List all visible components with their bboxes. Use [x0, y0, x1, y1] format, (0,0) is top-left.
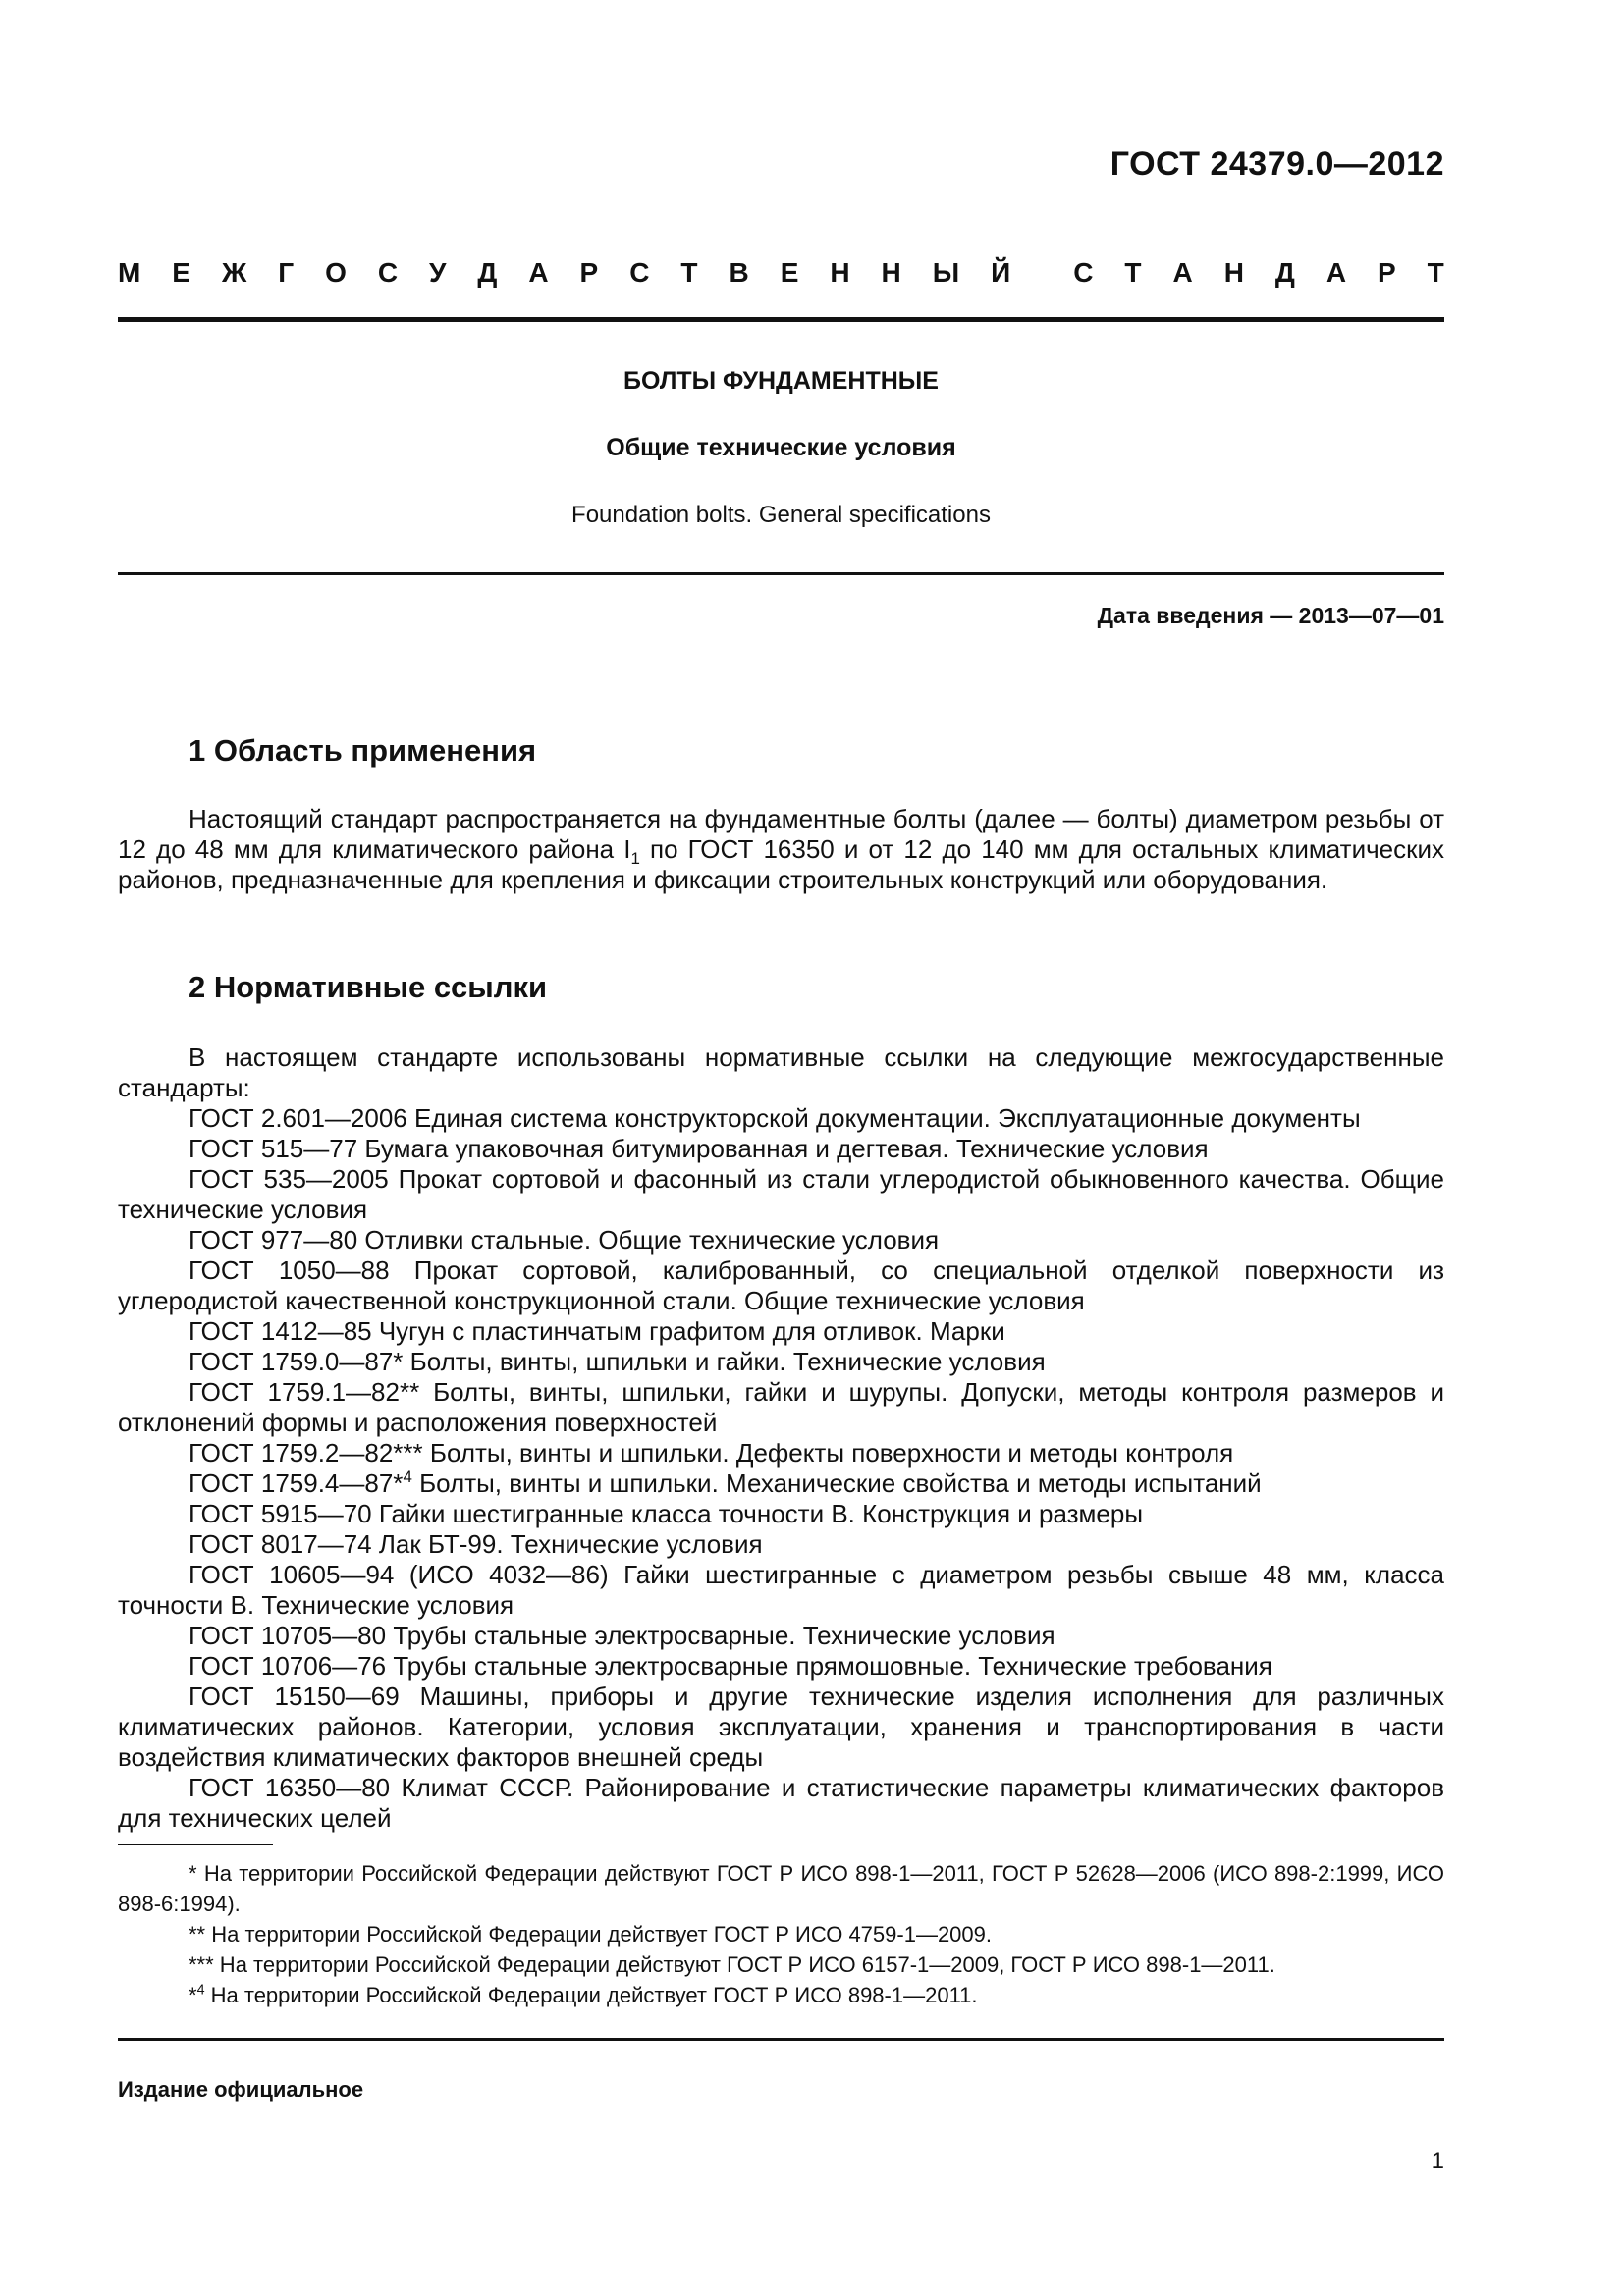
scope-text-subscript: 1 — [630, 849, 640, 869]
reference-text: Прокат сортовой и фасонный из стали углеродистой обыкновенного качества. Общие технические условия — [118, 1164, 1444, 1224]
document-subtitle: Общие технические условия — [606, 434, 956, 461]
introduction-date: Дата введения — 2013—07—01 — [1097, 603, 1444, 628]
footnote-mark: * — [189, 1983, 197, 2007]
standard-type-letter: Е — [172, 257, 190, 288]
reference-text: Чугун с пластинчатым графитом для отливок. Марки — [371, 1316, 1005, 1346]
reference-code: ГОСТ 10706—76 — [189, 1651, 387, 1681]
reference-text: Трубы стальные электросварные прямошовные. Технические требования — [386, 1651, 1272, 1681]
header-divider — [118, 317, 1444, 322]
standard-type-letter: Д — [477, 257, 498, 288]
reference-text: Болты, винты и шпильки. Дефекты поверхности и методы контроля — [422, 1438, 1234, 1468]
reference-item — [118, 1468, 1444, 1499]
reference-item — [118, 1651, 1444, 1682]
reference-code: ГОСТ 1759.1—82** — [189, 1377, 420, 1407]
page-number: 1 — [1431, 2148, 1444, 2174]
reference-code: ГОСТ 5915—70 — [189, 1499, 372, 1528]
footer-divider — [118, 2038, 1444, 2041]
scope-text-b: по ГОСТ 16350 и от 12 до 140 мм для остальных климатических районов, предназначенные для крепления и фиксации строительных конструкций или оборудования. — [118, 834, 1445, 894]
reference-item — [118, 1621, 1444, 1651]
reference-text: Болты, винты, шпильки и гайки. Технические условия — [403, 1347, 1046, 1376]
standard-type-heading — [118, 257, 1444, 289]
footnote — [118, 1949, 1444, 1980]
standard-type-letter: Й — [991, 257, 1011, 288]
reference-code: ГОСТ 2.601—2006 — [189, 1103, 407, 1133]
footnote-text: На территории Российской Федерации действует ГОСТ Р ИСО 4759-1—2009. — [205, 1922, 992, 1947]
standard-type-letter: Н — [1223, 257, 1244, 288]
reference-code: ГОСТ 10705—80 — [189, 1621, 387, 1650]
standard-type-letter: Р — [579, 257, 599, 288]
standard-type-letter: Р — [1378, 257, 1396, 288]
reference-text: Машины, приборы и другие технические изделия исполнения для различных климатических районов. Категории, условия эксплуатации, хранения и транспортирования в части воздействия климатических факторов внешней среды — [118, 1682, 1444, 1772]
section-2-heading: 2 Нормативные ссылки — [189, 970, 548, 1004]
reference-item — [118, 1438, 1444, 1468]
footnote — [118, 1980, 1444, 2010]
scope-paragraph — [118, 804, 1444, 895]
reference-text: Единая система конструкторской документации. Эксплуатационные документы — [406, 1103, 1361, 1133]
reference-item — [118, 1255, 1444, 1316]
references-intro: В настоящем стандарте использованы нормативные ссылки на следующие межгосударственные стандарты: — [118, 1042, 1444, 1102]
title-divider — [118, 572, 1444, 575]
reference-item — [118, 1134, 1444, 1164]
document-title-english: Foundation bolts. General specifications — [571, 502, 991, 528]
reference-code: ГОСТ 1759.2—82*** — [189, 1438, 423, 1468]
reference-item — [118, 1560, 1444, 1621]
footnote-mark-sup: 4 — [196, 1982, 205, 1999]
reference-item — [118, 1377, 1444, 1438]
reference-text: Бумага упаковочная битумированная и дегтевая. Технические условия — [357, 1134, 1209, 1163]
reference-code: ГОСТ 16350—80 — [189, 1773, 391, 1802]
reference-code: ГОСТ 1759.4—87* — [189, 1468, 404, 1498]
reference-code: ГОСТ 15150—69 — [189, 1682, 400, 1711]
reference-item — [118, 1225, 1444, 1255]
standard-type-letter: Г — [278, 257, 295, 288]
reference-item — [118, 1682, 1444, 1773]
standard-type-letter: С — [629, 257, 650, 288]
reference-text: Болты, винты и шпильки. Механические свойства и методы испытаний — [411, 1468, 1262, 1498]
standard-type-letter: В — [729, 257, 749, 288]
reference-code: ГОСТ 8017—74 — [189, 1529, 372, 1559]
footnote-text: На территории Российской Федерации действует ГОСТ Р ИСО 898-1—2011. — [204, 1983, 978, 2007]
reference-item — [118, 1164, 1444, 1225]
reference-code: ГОСТ 515—77 — [189, 1134, 358, 1163]
reference-text: Гайки шестигранные с диаметром резьбы свыше 48 мм, класса точности В. Технические условия — [118, 1560, 1444, 1620]
reference-text: Отливки стальные. Общие технические условия — [357, 1225, 940, 1255]
footnote-text: На территории Российской Федерации действуют ГОСТ Р ИСО 898-1—2011, ГОСТ Р 52628—2006 (ИСО 898-2:1999, ИСО 898-6:1994). — [118, 1861, 1444, 1916]
standard-type-letter: А — [1172, 257, 1193, 288]
reference-text: Гайки шестигранные класса точности В. Конструкция и размеры — [371, 1499, 1144, 1528]
reference-text: Лак БТ-99. Технические условия — [371, 1529, 763, 1559]
edition-label: Издание официальное — [118, 2077, 364, 2102]
standard-type-letter: А — [1325, 257, 1347, 288]
footnote — [118, 1858, 1444, 1919]
standard-type-letter: Ж — [221, 257, 247, 288]
reference-code: ГОСТ 10605—94 (ИСО 4032—86) — [189, 1560, 609, 1589]
footnote-mark: * — [189, 1861, 197, 1886]
reference-text: Трубы стальные электросварные. Технические условия — [386, 1621, 1055, 1650]
section-2-body — [118, 1042, 1444, 1834]
standard-type-letter: Е — [780, 257, 799, 288]
reference-item — [118, 1529, 1444, 1560]
footnote-mark: ** — [189, 1922, 206, 1947]
standard-type-letter: Т — [1427, 257, 1444, 288]
standard-type-letter: Д — [1274, 257, 1295, 288]
standard-type-letter: Н — [830, 257, 850, 288]
reference-text: Прокат сортовой, калиброванный, со специальной отделкой поверхности из углеродистой качественной конструкционной стали. Общие технические условия — [118, 1255, 1444, 1315]
section-1-heading: 1 Область применения — [189, 733, 537, 768]
document-title: БОЛТЫ ФУНДАМЕНТНЫЕ — [623, 367, 939, 395]
gost-number: ГОСТ 24379.0—2012 — [1109, 145, 1444, 183]
reference-item — [118, 1499, 1444, 1529]
reference-item — [118, 1316, 1444, 1347]
standard-type-letter: С — [377, 257, 399, 288]
reference-code: ГОСТ 1759.0—87* — [189, 1347, 404, 1376]
standard-type-letter: Ы — [932, 257, 960, 288]
standard-type-letter: М — [118, 257, 141, 288]
footnote-text: На территории Российской Федерации действуют ГОСТ Р ИСО 6157-1—2009, ГОСТ Р ИСО 898-1—2011. — [213, 1952, 1275, 1977]
standard-type-letter: Т — [680, 257, 698, 288]
standard-type-letter: А — [528, 257, 549, 288]
reference-code: ГОСТ 535—2005 — [189, 1164, 389, 1194]
standard-type-letter: Н — [881, 257, 901, 288]
reference-item — [118, 1773, 1444, 1834]
reference-text: Климат СССР. Районирование и статистические параметры климатических факторов для технических целей — [118, 1773, 1445, 1833]
reference-item — [118, 1103, 1444, 1134]
standard-type-letter: С — [1073, 257, 1094, 288]
scope-text-a: Настоящий стандарт распространяется на фундаментные болты (далее — болты) диаметром резьбы от 12 до 48 мм для климатического района I — [118, 804, 1444, 864]
footnotes — [118, 1858, 1444, 2010]
standard-type-letter: У — [429, 257, 447, 288]
reference-code: ГОСТ 977—80 — [189, 1225, 358, 1255]
section-1-body — [118, 804, 1444, 895]
footnote — [118, 1919, 1444, 1949]
footnote-separator — [118, 1844, 273, 1845]
reference-code: ГОСТ 1412—85 — [189, 1316, 372, 1346]
standard-type-letter: Т — [1124, 257, 1142, 288]
reference-mark: 4 — [403, 1467, 412, 1486]
reference-item — [118, 1347, 1444, 1377]
reference-code: ГОСТ 1050—88 — [189, 1255, 390, 1285]
standard-type-letter: О — [325, 257, 347, 288]
footnote-mark: *** — [189, 1952, 214, 1977]
reference-text: Болты, винты, шпильки, гайки и шурупы. Допуски, методы контроля размеров и отклонений формы и расположения поверхностей — [118, 1377, 1445, 1437]
